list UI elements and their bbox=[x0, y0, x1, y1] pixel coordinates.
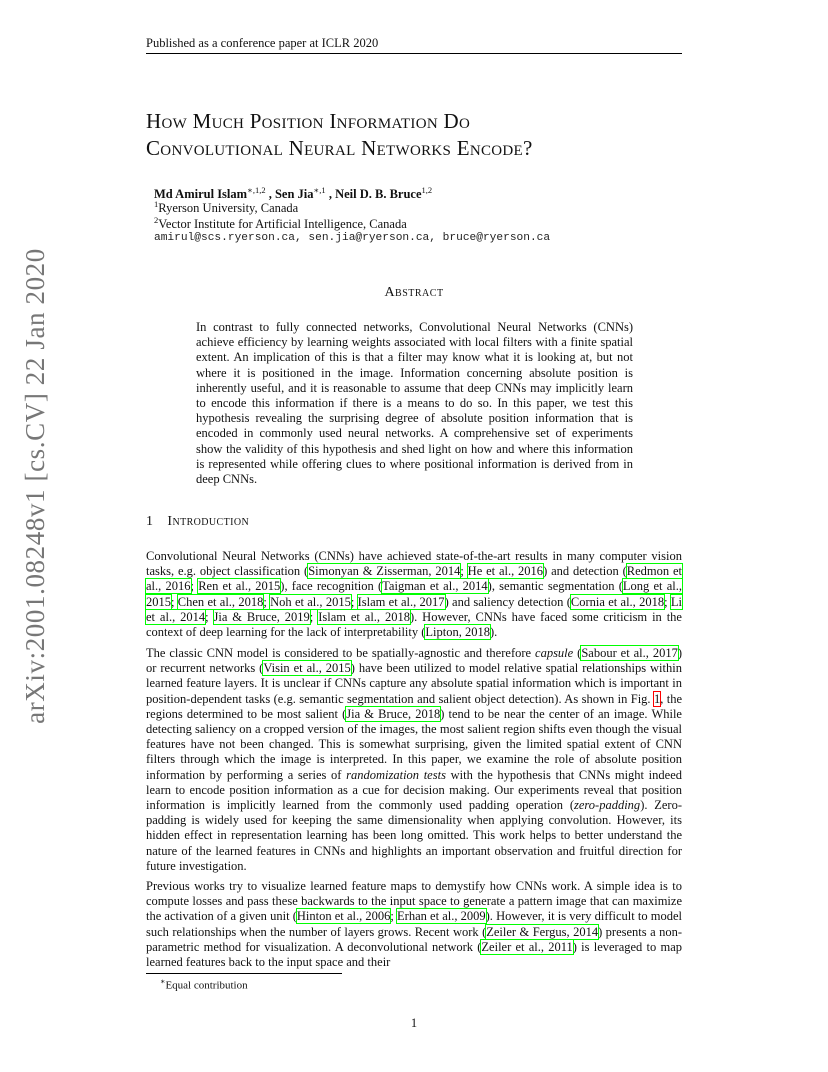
author-2-sup: ∗,1 bbox=[313, 185, 326, 195]
text: The classic CNN model is considered to be spatially-agnostic and therefore bbox=[146, 646, 536, 660]
intro-paragraph-2 bbox=[146, 646, 682, 874]
footnote bbox=[160, 977, 248, 992]
text: , the regions determined to be most salient ( bbox=[146, 691, 682, 721]
citation-link[interactable]: Hinton et al., 2006 bbox=[296, 909, 391, 924]
page-number: 1 bbox=[410, 1016, 418, 1030]
author-3: Neil D. B. Bruce bbox=[335, 187, 422, 202]
citation-link[interactable]: Erhan et al., 2009 bbox=[397, 909, 486, 924]
text: ), semantic segmentation ( bbox=[487, 579, 623, 594]
text: Convolutional Neural Networks (CNNs) have achieved state-of-the-art results in many computer vision tasks, e.g. object classification ( bbox=[146, 549, 682, 579]
citation-link[interactable]: Li et al., 2014 bbox=[146, 594, 682, 624]
figure-ref-link[interactable]: 1 bbox=[653, 691, 661, 706]
citation-link[interactable]: Zeiler & Fergus, 2014 bbox=[486, 924, 599, 939]
text: ) tend to be near the center of an image. While detecting saliency on a cropped version of the images, the most salient region shifts even though the visual features have not been changed. This is somewhat surprising, given the limited spatial extent of CNN filters through which the image is interpreted. In this paper, we examine the role of absolute position information by performing a series of bbox=[146, 706, 682, 782]
text: ). However, it is very difficult to model such relationships when the number of layers grows. Recent work ( bbox=[146, 909, 682, 939]
arxiv-stamp: arXiv:2001.08248v1 [cs.CV] 22 Jan 2020 bbox=[20, 248, 50, 724]
affiliation-2-sup: 2 bbox=[154, 215, 159, 225]
author-3-sup: 1,2 bbox=[421, 185, 433, 195]
text: ( bbox=[573, 646, 582, 660]
footnote-rule bbox=[146, 973, 342, 974]
running-header: Published as a conference paper at ICLR 2020 bbox=[146, 36, 379, 50]
citation-link[interactable]: Long et al., 2015 bbox=[146, 579, 682, 609]
abstract-text: In contrast to fully connected networks, Convolutional Neural Networks (CNNs) achieve efficiency by learning weights associated with local filters with a finite spatial extent. An implication of this is that a filter may know what it is looking at, but not where it is positioned in the image. Information concerning absolute position is inherently useful, and it is reasonable to assume that deep CNNs may implicitly learn to encode this information if there is a means to do so. In this paper, we test this hypothesis revealing the surprising degree of absolute position information that is encoded in commonly used neural networks. A comprehensive set of experiments show the validity of this hypothesis and shed light on how and where this information is represented while offering clues to where positional information is derived from in deep CNNs. bbox=[196, 320, 633, 487]
abstract-heading: Abstract bbox=[384, 285, 444, 300]
author-1-sup: ∗,1,2 bbox=[247, 185, 266, 195]
intro-paragraph-3: Previous works try to visualize learned feature maps to demystify how CNNs work. A simple idea is to compute losses and pass these backwards to the input space to generate a pattern image that can maximize the activation of a given unit (Hinton et al., 2006; Erhan et al., 2009). However, it is very difficult to model such relationships when the number of layers grows. Recent work (Zeiler & Fergus, 2014) presents a non-parametric method for visualization. A deconvolutional network (Zeiler et al., 2011) is leveraged to map learned features back to the input space and their bbox=[146, 879, 682, 970]
section-title: Introduction bbox=[167, 514, 250, 529]
emphasis: zero-padding bbox=[573, 798, 641, 813]
citation-link[interactable]: Taigman et al., 2014 bbox=[382, 579, 488, 594]
citation-link[interactable]: Cornia et al., 2018 bbox=[570, 594, 665, 609]
citation-link[interactable]: Redmon et al., 2016 bbox=[146, 564, 683, 594]
footnote-mark: ∗ bbox=[160, 977, 166, 986]
citation-link[interactable]: Islam et al., 2018 bbox=[318, 609, 410, 624]
text: ). Zero-padding is widely used for keeping the same dimensionality when applying convolution. However, its hidden effect in representation learning has been long omitted. This work helps to better understand the nature of the learned features in CNNs and highlights an important observation and fruitful direction for future investigation. bbox=[146, 798, 682, 873]
author-sep-1: , bbox=[265, 187, 275, 202]
intro-paragraph-1: Convolutional Neural Networks (CNNs) have achieved state-of-the-art results in many computer vision tasks, e.g. object classification (Simonyan & Zisserman, 2014; He et al., 2016) and detection (Redmon et al., 2016; Ren et al., 2015), face recognition (Taigman et al., 2014), semantic segmentation (Long et al., 2015; Chen et al., 2018; Noh et al., 2015; Islam et al., 2017) and saliency detection (Cornia et al., 2018; Li et al., 2014; Jia & Bruce, 2019; Islam et al., 2018). However, CNNs have faced some criticism in the context of deep learning for the lack of interpretability (Lipton, 2018). bbox=[146, 549, 683, 640]
author-2: Sen Jia bbox=[274, 187, 314, 202]
text: ) and saliency detection ( bbox=[444, 594, 571, 609]
text: with the hypothesis that CNNs might indeed learn to encode position information as a cue for decision making. Our experiments reveal that position information is implicitly learned from the commonly used padding operation ( bbox=[146, 767, 682, 813]
text: ) presents a non-parametric method for visualization. A deconvolutional network ( bbox=[146, 924, 682, 954]
text: ). bbox=[490, 625, 498, 640]
citation-link[interactable]: Chen et al., 2018 bbox=[177, 594, 264, 609]
section-number: 1 bbox=[146, 514, 154, 529]
citation-link[interactable]: Lipton, 2018 bbox=[425, 625, 490, 640]
text: ) and detection ( bbox=[543, 564, 627, 579]
citation-link[interactable]: Ren et al., 2015 bbox=[198, 579, 281, 594]
citation-link[interactable]: He et al., 2016 bbox=[467, 564, 544, 579]
text: ) have been utilized to model relative spatial relationships within learned feature layers. It is unclear if CNNs capture any absolute spatial information which is important in position-dependent tasks (e.g. semantic segmentation and salient object detection). As shown in Fig. bbox=[146, 661, 682, 706]
header-rule bbox=[146, 53, 682, 54]
author-emails: amirul@scs.ryerson.ca, sen.jia@ryerson.ca, bruce@ryerson.ca bbox=[154, 232, 551, 244]
citation-link[interactable]: Jia & Bruce, 2018 bbox=[346, 706, 441, 721]
emphasis: randomization tests bbox=[346, 767, 446, 782]
affiliation-1-text: Ryerson University, Canada bbox=[158, 201, 299, 216]
text: ) or recurrent networks ( bbox=[146, 646, 682, 676]
citation-link[interactable]: Zeiler et al., 2011 bbox=[481, 939, 573, 954]
author-1: Md Amirul Islam bbox=[154, 187, 248, 202]
citation-link[interactable]: Jia & Bruce, 2019 bbox=[213, 609, 310, 624]
title-line-2: Convolutional Neural Networks Encode? bbox=[146, 136, 533, 160]
text: ). However, CNNs have faced some criticism in the context of deep learning for the lack of interpretability ( bbox=[146, 609, 682, 640]
title-line-1: How Much Position Information Do bbox=[146, 109, 471, 133]
affiliation-1 bbox=[154, 199, 298, 216]
emphasis: capsule bbox=[535, 646, 574, 660]
citation-link[interactable]: Visin et al., 2015 bbox=[263, 661, 351, 676]
citation-link[interactable]: Noh et al., 2015 bbox=[270, 594, 351, 609]
text: ) is leveraged to map learned features back to the input space and their bbox=[146, 939, 682, 970]
text: Previous works try to visualize learned feature maps to demystify how CNNs work. A simple idea is to compute losses and pass these backwards to the input space to generate a pattern image that can maximize the activation of a given unit ( bbox=[146, 879, 682, 924]
affiliation-1-sup: 1 bbox=[154, 199, 159, 209]
citation-link[interactable]: Islam et al., 2017 bbox=[357, 594, 445, 609]
section-heading bbox=[146, 514, 249, 530]
text: ), face recognition ( bbox=[280, 579, 383, 594]
footnote-text: Equal contribution bbox=[165, 979, 248, 992]
affiliation-2 bbox=[154, 215, 407, 232]
citation-link[interactable]: Sabour et al., 2017 bbox=[581, 646, 678, 660]
affiliation-2-text: Vector Institute for Artificial Intelligence, Canada bbox=[158, 217, 407, 232]
author-sep-2: , bbox=[325, 187, 336, 202]
paper-title bbox=[146, 108, 706, 162]
citation-link[interactable]: Simonyan & Zisserman, 2014 bbox=[308, 564, 461, 579]
